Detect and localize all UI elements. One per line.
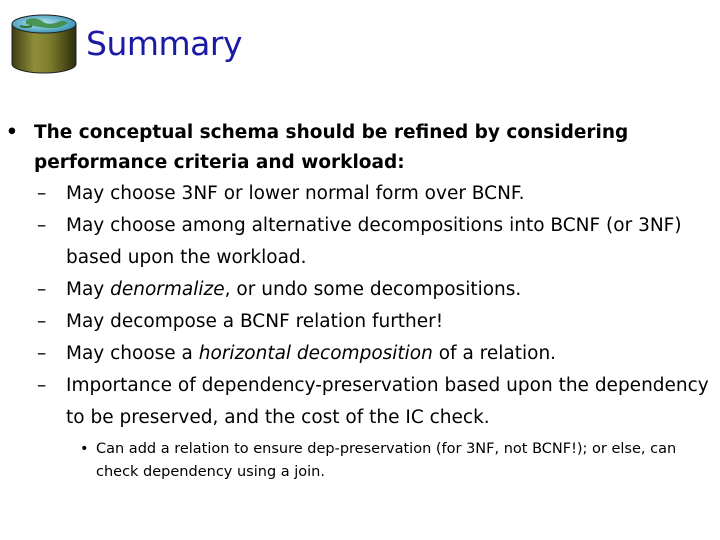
sub-bullet xyxy=(0,370,715,434)
sub-sub-bullet xyxy=(0,438,715,484)
sub-sub-bullet-text: Can add a relation to ensure dep-preservation (for 3NF, not BCNF!); or else, can check dependency using a join. xyxy=(96,441,677,480)
sub-bullet xyxy=(0,338,715,370)
emphasis-text: denormalize xyxy=(110,279,225,300)
sub-bullet-text-before: May xyxy=(66,279,111,300)
sub-bullet-text-after: , or undo some decompositions. xyxy=(224,279,522,300)
database-globe-icon xyxy=(8,10,80,74)
sub-bullet-text: Importance of dependency-preservation based upon the dependency to be preserved, and the cost of the IC check. xyxy=(66,375,709,428)
dash-glyph: – xyxy=(37,183,47,204)
sub-bullet-text-before: May choose a xyxy=(66,343,199,364)
sub-bullet xyxy=(0,210,715,274)
sub-bullet xyxy=(0,178,715,210)
sub-bullet-text: May choose among alternative decompositions into BCNF (or 3NF) based upon the workload. xyxy=(66,215,682,268)
dash-glyph: – xyxy=(37,375,47,396)
bullet-glyph: • xyxy=(80,441,89,457)
dash-glyph: – xyxy=(37,311,47,332)
sub-bullet-text: May decompose a BCNF relation further! xyxy=(66,311,444,332)
main-bullet xyxy=(0,118,715,178)
slide-body xyxy=(0,118,715,484)
main-bullet-text: The conceptual schema should be refined by considering performance criteria and workload: xyxy=(34,122,629,173)
sub-bullet-text-after: of a relation. xyxy=(432,343,557,364)
sub-bullet xyxy=(0,274,715,306)
sub-bullet xyxy=(0,306,715,338)
bullet-glyph: • xyxy=(6,122,18,143)
slide-title: Summary xyxy=(86,24,242,63)
dash-glyph: – xyxy=(37,215,47,236)
sub-bullet-text: May choose 3NF or lower normal form over BCNF. xyxy=(66,183,525,204)
emphasis-text: horizontal decomposition xyxy=(198,343,433,364)
dash-glyph: – xyxy=(37,279,47,300)
dash-glyph: – xyxy=(37,343,47,364)
